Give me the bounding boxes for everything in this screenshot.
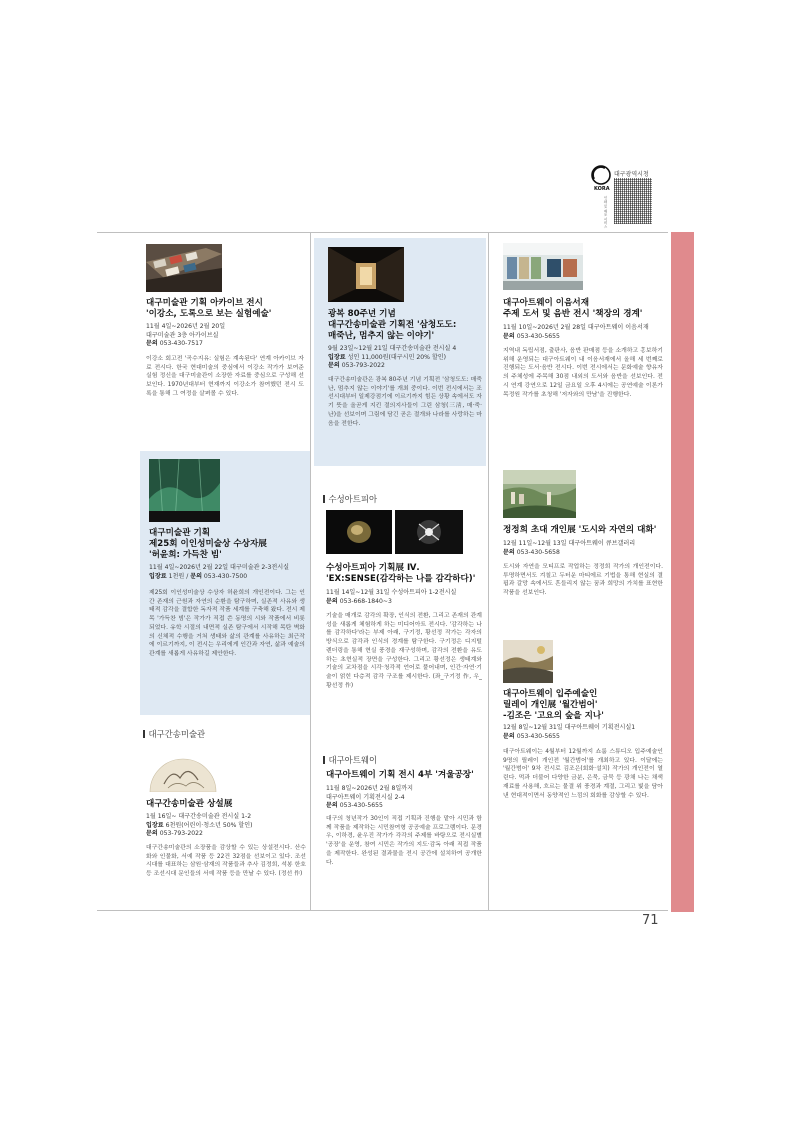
column-divider-2 bbox=[488, 232, 489, 910]
item-2-contact-label: 문의 bbox=[190, 572, 202, 580]
archive-exhibition-image bbox=[146, 244, 222, 292]
item-4-contact-label: 문의 bbox=[328, 362, 340, 370]
suseong-image-left bbox=[326, 510, 392, 554]
item-8-date-venue: 12월 11일~12월 13일 대구아트웨이 큐브갤러리 bbox=[503, 540, 636, 547]
item-8-contact: 053-430-5658 bbox=[516, 548, 560, 556]
item-5-date-venue: 11월 14일~12월 31일 수성아트피아 1-2전시실 bbox=[326, 589, 457, 596]
item-7-contact: 053-430-5655 bbox=[516, 332, 560, 340]
item-7-title-line-1: 대구아트웨이 이음서재 bbox=[503, 298, 590, 308]
item-4-date-venue: 9월 23일~12월 21일 대구간송미술관 전시실 4 bbox=[328, 345, 457, 352]
section-suseong: 수성아트피아 bbox=[323, 493, 377, 505]
item-4-title-line-1: 광복 80주년 기념 bbox=[328, 309, 396, 319]
item-9-contact-label: 문의 bbox=[503, 732, 515, 740]
page-number: 71 bbox=[642, 913, 659, 928]
item-5-contact: 053-668-1840~3 bbox=[339, 597, 392, 605]
item-6-body: 대구의 청년작가 30인이 직접 기획과 진행을 맡아 시민과 함께 작품을 제작하는 시민참여형 공공예술 프로그램이다. 문경우, 이하경, 윤우진 작가가 각각의 주제를 바탕으로 전시실별 '공장'을 운영, 참여 시민은 작가의 지도·감독 아래 직접 작품을 제작한다. 완성된 결과물을 전시 공간에 설치하여 공개한다. bbox=[326, 816, 482, 866]
item-2-date-venue: 11월 4일~2026년 2월 22일 대구미술관 2-3전시실 bbox=[149, 564, 290, 571]
item-5-title-line-2: 'EX:SENSE(감각하는 나를 감각하다)' bbox=[326, 574, 476, 584]
qr-code[interactable] bbox=[614, 178, 652, 224]
item-5-meta bbox=[326, 589, 484, 606]
item-3-date-venue: 1월 16일~ 대구간송미술관 전시실 1-2 bbox=[146, 813, 252, 820]
item-6-contact-label: 문의 bbox=[326, 802, 338, 810]
item-9-title-line-3: -김조은 '고요의 숲을 지나' bbox=[503, 711, 604, 721]
logo-text: KORA bbox=[594, 186, 610, 192]
item-2-title-line-3: '허윤희: 가득찬 빔' bbox=[149, 550, 222, 560]
item-1-meta bbox=[146, 323, 306, 349]
ieum-library-image bbox=[503, 243, 583, 290]
item-3-title: 대구간송미술관 상설展 bbox=[146, 799, 233, 809]
item-8-contact-label: 문의 bbox=[503, 548, 515, 556]
item-6-venue: 대구아트웨이 기획전시실 2-4 bbox=[326, 793, 405, 801]
item-1-title-line-2: '이강소, 도록으로 보는 실험예술' bbox=[146, 309, 272, 319]
column-divider-1 bbox=[310, 232, 311, 910]
item-9-body: 대구아트웨이는 4월부터 12월까지 쇼룸 스튜디오 입주예술인 9명의 릴레이 개인전 '월간범어'를 개최하고 있다. 이달에는 '월간범어' 9차 전시로 김조은(회화·설치) 작가의 개인전이 열린다. 먹과 더불어 다양한 금분, 은묵, 금묵 등 광채 나는 채색 재료를 사용해, 흐르는 물결 위 풍경과 계절, 그리고 빛을 담아낸 현대적이면서 동양적인 느낌의 회화를 감상할 수 있다. bbox=[503, 749, 663, 799]
item-9-title bbox=[503, 689, 665, 722]
item-2-body: 제25회 이인성미술상 수상자 허윤희의 개인전이다. 그는 인간 존재의 근원과 자연의 순환을 탐구하며, 실존적 사유와 생태적 감각을 결합한 독자적 작품 세계를 구축해 왔다. 전시 제목 '가득찬 빔'은 작가가 직접 쓴 동명의 시와 작품에서 비롯되었다. 유학 시절의 내면적 실존 탐구에서 시작해 목탄 벽화의 신체적 수행을 거쳐 생태와 삶의 관계를 사유하는 최근작에 이르기까지, 이 전시는 우리에게 인간과 자연, 삶과 예술의 관계를 새롭게 사유하길 제안한다. bbox=[149, 590, 305, 657]
item-7-meta bbox=[503, 324, 665, 341]
item-2-title bbox=[149, 528, 309, 561]
side-tab bbox=[671, 232, 694, 912]
jeong-jeonghui-image bbox=[503, 470, 576, 518]
item-4-title-line-3: 매죽난, 멈추지 않는 이야기' bbox=[328, 331, 435, 341]
samcheong-exhibition-image bbox=[328, 247, 404, 302]
item-1-contact-label: 문의 bbox=[146, 340, 158, 348]
kim-joeun-image bbox=[503, 640, 553, 683]
item-9-meta bbox=[503, 724, 665, 741]
item-5-body: 기술을 매개로 감각의 확장, 인식의 전환, 그리고 존재의 관계성을 새롭게 체험하게 하는 미디어아트 전시다. '감각하는 나를 감각하다'라는 부제 아래, 구기정, 황선정 작가는 각자의 방식으로 감각과 인식의 경계를 탐구한다. 구기정은 디지털 렌더링을 통해 현실 풍경을 재구성하며, 감각의 전환을 유도하는 초현실적 장면을 구성한다. 그리고 황선정은 생태계와 기술의 교차점을 시각·청각적 언어로 풀어내며, 인간·자연·기술이 얽힌 다층적 감각 구조를 제시한다. (좌_구기정 作, 우_황선정 作) bbox=[326, 613, 482, 689]
item-2-title-line-1: 대구미술관 기획 bbox=[149, 528, 211, 538]
item-7-contact-label: 문의 bbox=[503, 332, 515, 340]
item-7-title-line-2: 주제 도서 및 음반 전시 '책장의 경계' bbox=[503, 309, 643, 319]
item-3-body: 대구간송미술관의 소장품을 감상할 수 있는 상설전시다. 산수화와 인물화, 서예 작품 등 22건 32점을 선보이고 있다. 조선시대를 대표하는 삼원·삼재의 작품들과 추사 김정희, 석봉 한호 등 조선시대 문인들의 서예 작품 등을 만날 수 있다. (정선 作) bbox=[146, 845, 306, 878]
section-songsan: 대구간송미술관 bbox=[143, 728, 205, 740]
item-3-entry: 6천원(어린이·청소년 50% 할인) bbox=[165, 821, 253, 829]
item-4-body: 대구간송미술관은 광복 80주년 기념 기획전 '삼청도도: 매죽난, 멈추지 않는 이야기'를 개최 중이다. 이번 전시에서는 조선시대부터 일제강점기에 이르기까지 힘든 상황 속에서도 자기 뜻을 올곧게 지킨 절의지사들이 그린 삼청(三淸, 매·죽·난)을 선보이며 그림에 담긴 곧은 절개와 나라를 사랑하는 마음을 전한다. bbox=[328, 377, 482, 427]
item-3-contact-label: 문의 bbox=[146, 830, 158, 838]
item-1-title bbox=[146, 298, 306, 320]
item-8-title: 정정희 초대 개인展 '도시와 자연의 대화' bbox=[503, 525, 657, 535]
item-3-entry-label: 입장료 bbox=[146, 821, 164, 829]
item-1-date: 11월 4일~2026년 2월 20일 bbox=[146, 323, 226, 330]
item-3-meta bbox=[146, 813, 306, 839]
vertical-label: 인쇄 및 배포 서비스 bbox=[604, 196, 608, 229]
item-7-title bbox=[503, 298, 665, 320]
item-9-date-venue: 12월 8일~12월 31일 대구아트웨이 기획전시실1 bbox=[503, 724, 636, 731]
item-6-title: 대구아트웨이 기획 전시 4부 '겨울공장' bbox=[326, 770, 474, 780]
item-1-venue: 대구미술관 3층 아카이브실 bbox=[146, 331, 219, 339]
item-4-entry: 성인 11,000원(대구시민 20% 할인) bbox=[347, 353, 447, 361]
item-6-contact: 053-430-5655 bbox=[339, 802, 383, 810]
kora-logo-icon bbox=[591, 165, 611, 185]
bottom-rule bbox=[97, 910, 668, 911]
item-7-body: 지역내 독립서점, 출판사, 음반 판매점 등을 소개하고 홍보하기 위해 운영되는 대구아트웨이 내 이음서재에서 올해 세 번째로 진행되는 도서·음반 전시다. 이번 전시에서는 문화예술 향유자의 주체성에 주목해 30점 내외의 도서와 음반을 선보인다. 전시 연계 강연으로 12일 금요일 오후 4시에는 공연예술 이론가 목정원 작가를 초청해 '저자와의 만남'을 진행한다. bbox=[503, 348, 663, 398]
item-7-date-venue: 11월 10일~2026년 2월 28일 대구아트웨이 이음서재 bbox=[503, 324, 649, 331]
songsan-artwork-image bbox=[146, 750, 220, 792]
item-4-title bbox=[328, 309, 484, 342]
item-4-title-line-2: 대구간송미술관 기획전 '삼청도도: bbox=[328, 320, 457, 330]
city-label: 대구광역시청 bbox=[614, 171, 649, 178]
item-4-contact: 053-793-2022 bbox=[341, 362, 385, 370]
item-4-meta bbox=[328, 345, 484, 371]
item-6-date: 11월 8일~2026년 2월 8일까지 bbox=[326, 785, 414, 792]
item-3-contact: 053-793-2022 bbox=[159, 830, 203, 838]
item-9-contact: 053-430-5655 bbox=[516, 732, 560, 740]
item-5-title-line-1: 수성아트피아 기획展 Ⅳ. bbox=[326, 563, 420, 573]
kora-logo bbox=[591, 165, 611, 185]
item-1-body: 이강소 회고전 '곡수지유: 실험은 계속된다' 연계 아카이브 자료 전시다. 한국 현대미술의 중심에서 이강소 작가가 보여준 실험 정신을 대구미술관이 소장한 자료를 중심으로 구성해 선보인다. 1970년대부터 현재까지 이강소가 참여했던 전시 도록을 통해 그 여정을 살펴볼 수 있다. bbox=[146, 356, 304, 397]
item-9-title-line-1: 대구아트웨이 입주예술인 bbox=[503, 689, 598, 699]
item-9-title-line-2: 릴레이 개인展 '월간범어' bbox=[503, 700, 598, 710]
item-4-entry-label: 입장료 bbox=[328, 353, 346, 361]
item-5-contact-label: 문의 bbox=[326, 597, 338, 605]
item-2-contact: 053-430-7500 bbox=[203, 572, 248, 580]
item-1-contact: 053-430-7517 bbox=[159, 340, 203, 348]
item-2-entry-label: 입장료 bbox=[149, 572, 167, 580]
section-artway: 대구아트웨이 bbox=[323, 754, 377, 766]
item-8-body: 도시와 자연을 모티프로 작업하는 정정희 작가의 개인전이다. 투명하면서도 겨칠고 두터운 마티에르 기법을 통해 현실의 결핍과 갈망 속에서도 흔들리지 않는 꿈과 희망의 가치를 표현한 작품을 선보인다. bbox=[503, 564, 663, 597]
heo-yunhee-image bbox=[149, 459, 220, 522]
item-2-entry: 1천원 bbox=[168, 572, 185, 580]
item-1-title-line-1: 대구미술관 기획 아카이브 전시 bbox=[146, 298, 263, 308]
item-2-title-line-2: 제25회 이인성미술상 수상자展 bbox=[149, 539, 267, 549]
item-5-title bbox=[326, 563, 484, 585]
item-6-meta bbox=[326, 785, 484, 811]
item-2-meta: 11월 4일~2026년 2월 22일 대구미술관 2-3전시실 입장료 1천원 / 문의 053-430-7500 bbox=[149, 564, 309, 581]
suseong-image-right bbox=[395, 510, 463, 554]
item-8-meta bbox=[503, 540, 665, 557]
top-rule bbox=[97, 232, 668, 233]
